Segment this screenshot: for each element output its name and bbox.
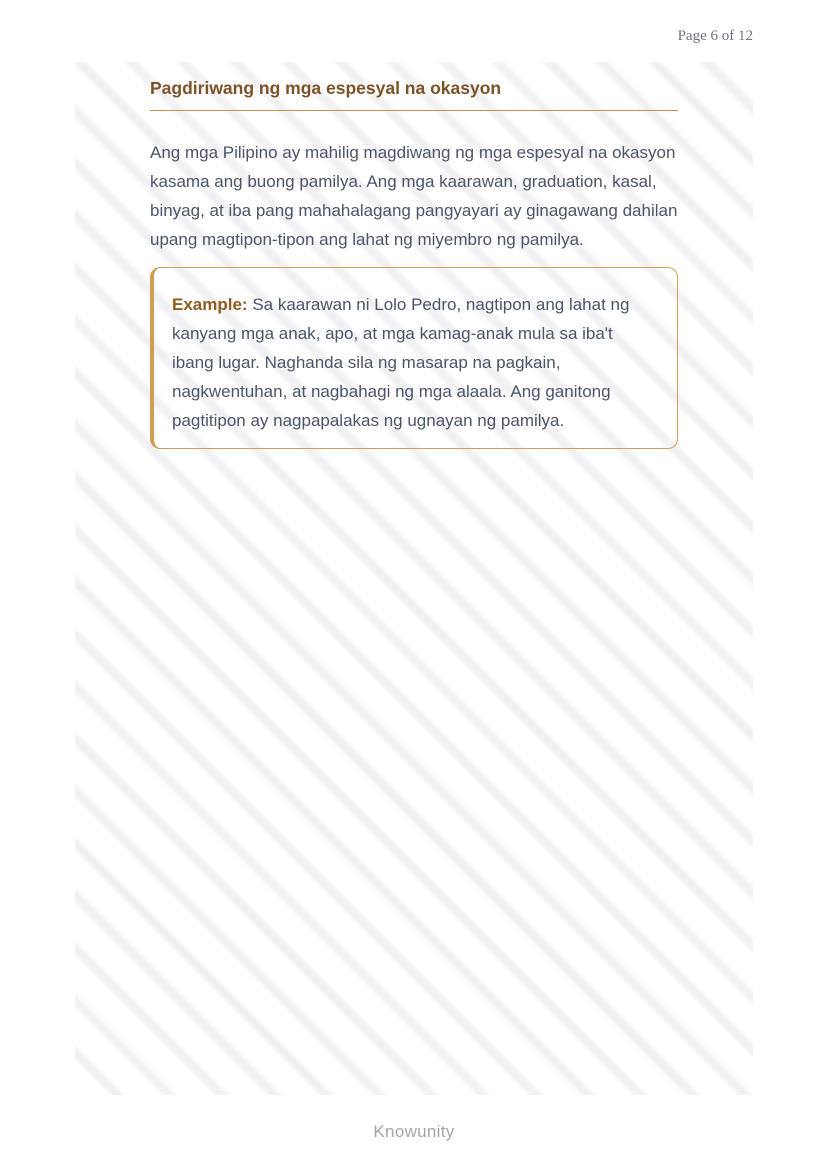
page-indicator: Page 6 of 12 [677,28,753,44]
example-body: Sa kaarawan ni Lolo Pedro, nagtipon ang lahat ng kanyang mga anak, apo, at mga kamag-anak mula sa iba't ibang lugar. Naghanda sila ng masarap na pagkain, nagkwentuhan, at nagbahagi ng mga alaala. Ang ganitong pagtitipon ay nagpapalakas ng ugnayan ng pamilya. [172,295,630,430]
example-label: Example: [172,295,248,314]
example-text [172,290,651,435]
example-box [150,267,678,449]
footer-brand: Knowunity [373,1122,455,1141]
worksheet-page [75,62,753,1095]
section-paragraph: Ang mga Pilipino ay mahilig magdiwang ng mga espesyal na okasyon kasama ang buong pamilya. Ang mga kaarawan, graduation, kasal, binyag, at iba pang mahahalagang pangyayari ay ginagawang dahilan upang magtipon-tipon ang lahat ng miyembro ng pamilya. [150,143,678,249]
section-heading: Pagdiriwang ng mga espesyal na okasyon [150,77,678,111]
